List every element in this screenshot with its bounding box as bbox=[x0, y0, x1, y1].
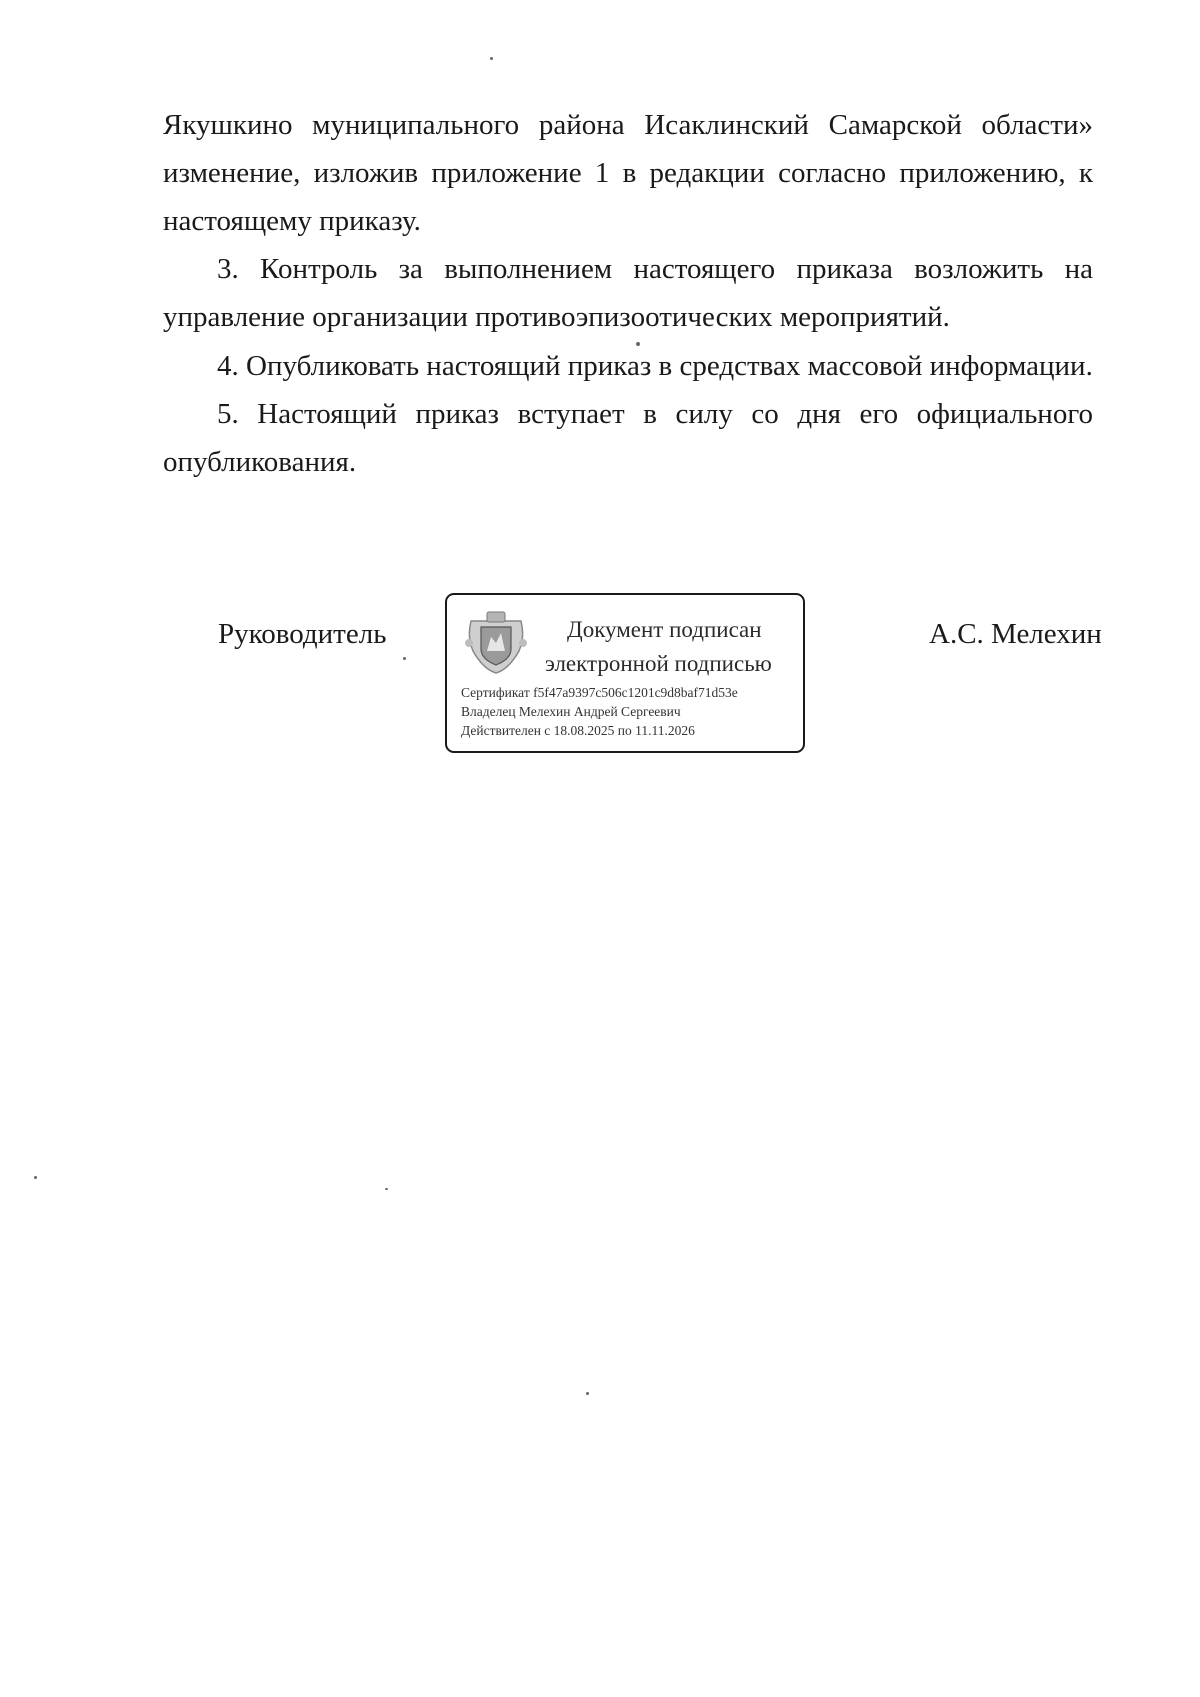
signatory-name: А.С. Мелехин bbox=[929, 618, 1102, 650]
stamp-title-line2: электронной подписью bbox=[545, 651, 772, 676]
paragraph-item-4: 4. Опубликовать настоящий приказ в средствах массовой информации. bbox=[217, 350, 1093, 382]
stamp-title-line1: Документ подписан bbox=[567, 617, 762, 642]
scan-speck bbox=[586, 1392, 589, 1395]
paragraph-item-3: 3. Контроль за выполнением настоящего приказа возложить на управление организации противоэпизоотических мероприятий. bbox=[163, 253, 1093, 333]
paragraph-continuation: Якушкино муниципального района Исаклинский Самарской области» изменение, изложив приложение 1 в редакции согласно приложению, к настоящему приказу. bbox=[163, 109, 1093, 237]
scan-speck bbox=[403, 657, 406, 660]
coat-of-arms-icon bbox=[463, 607, 529, 677]
scan-speck bbox=[490, 57, 493, 60]
electronic-signature-stamp bbox=[445, 593, 805, 753]
scan-speck bbox=[385, 1188, 388, 1190]
scan-speck bbox=[636, 342, 640, 346]
signatory-role: Руководитель bbox=[218, 618, 387, 650]
stamp-owner: Владелец Мелехин Андрей Сергеевич bbox=[461, 704, 681, 719]
scan-speck bbox=[34, 1176, 37, 1179]
paragraph-item-5: 5. Настоящий приказ вступает в силу со дня его официального опубликования. bbox=[163, 398, 1093, 478]
stamp-validity: Действителен с 18.08.2025 по 11.11.2026 bbox=[461, 723, 695, 738]
stamp-certificate: Сертификат f5f47a9397c506c1201c9d8baf71d53e bbox=[461, 685, 738, 700]
